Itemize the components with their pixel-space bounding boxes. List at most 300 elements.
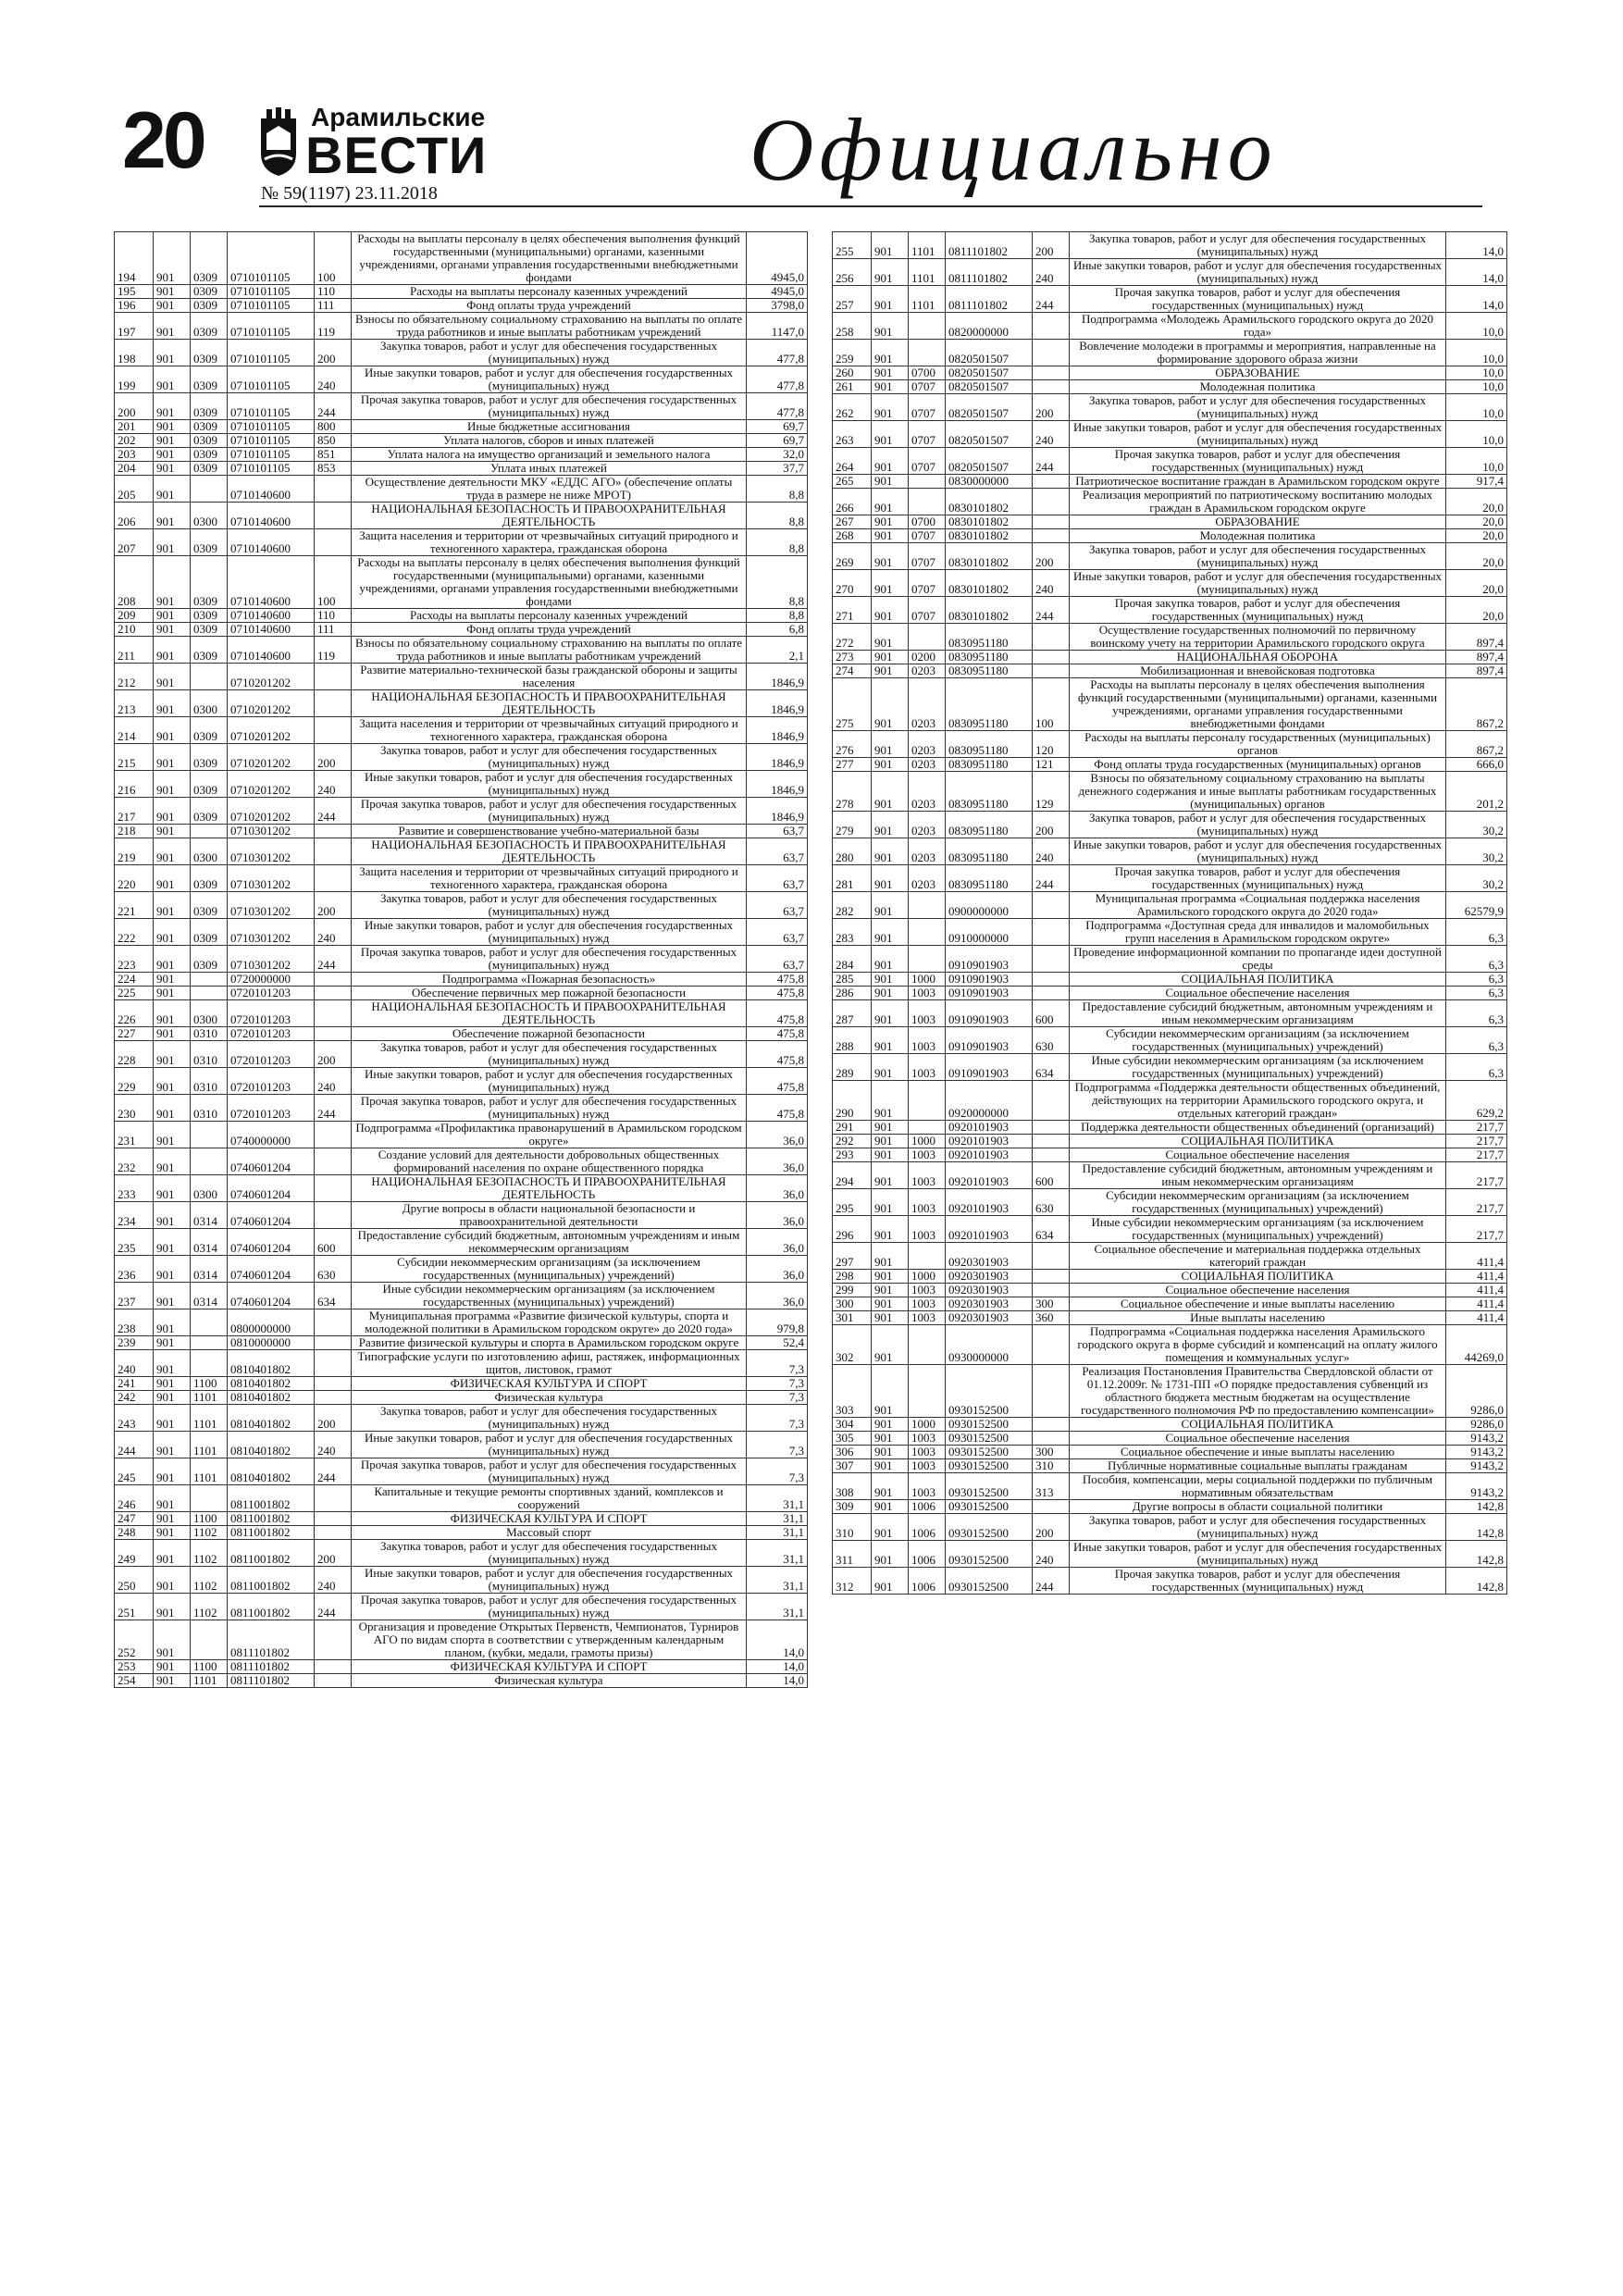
expense-type-code: 240	[315, 771, 352, 798]
department-code: 901	[154, 1202, 191, 1229]
expense-type-code: 119	[315, 637, 352, 664]
row-number: 260	[833, 366, 872, 380]
department-code: 901	[154, 744, 191, 771]
table-row	[833, 1325, 1507, 1365]
expense-type-code	[315, 1660, 352, 1674]
section-code	[191, 476, 228, 503]
expense-type-code	[1033, 1148, 1070, 1162]
table-row	[115, 393, 808, 420]
amount: 475,8	[747, 1027, 808, 1041]
department-code: 901	[154, 798, 191, 825]
row-number: 194	[115, 232, 154, 285]
row-number: 302	[833, 1325, 872, 1365]
target-code: 0811001802	[228, 1526, 315, 1540]
department-code: 901	[872, 259, 909, 286]
target-code: 0830101802	[946, 570, 1033, 597]
section-code	[909, 1325, 946, 1365]
amount: 14,0	[747, 1660, 808, 1674]
amount: 475,8	[747, 987, 808, 1000]
target-code: 0910901903	[946, 1027, 1033, 1054]
department-code: 901	[872, 1432, 909, 1446]
section-code: 0707	[909, 570, 946, 597]
right-column	[832, 231, 1507, 1595]
table-row	[115, 1202, 808, 1229]
expense-type-code	[315, 1512, 352, 1526]
amount: 36,0	[747, 1122, 808, 1148]
target-code: 0710301202	[228, 946, 315, 973]
item-name: Взносы по обязательному социальному страхованию на выплаты по оплате труда работников и иные выплаты работникам учреждений	[352, 637, 747, 664]
target-code: 0800000000	[228, 1309, 315, 1336]
table-row	[115, 1526, 808, 1540]
row-number: 202	[115, 434, 154, 448]
department-code: 901	[154, 1175, 191, 1202]
amount: 1846,9	[747, 798, 808, 825]
section-code: 0203	[909, 664, 946, 678]
item-name: Закупка товаров, работ и услуг для обеспечения государственных (муниципальных) нужд	[352, 744, 747, 771]
item-name: Прочая закупка товаров, работ и услуг для обеспечения государственных (муниципальных) нужд	[352, 1095, 747, 1122]
target-code: 0811001802	[228, 1567, 315, 1594]
department-code: 901	[872, 1473, 909, 1500]
amount: 20,0	[1446, 515, 1507, 529]
expense-type-code: 851	[315, 448, 352, 462]
department-code: 901	[154, 987, 191, 1000]
expense-type-code: 240	[1033, 259, 1070, 286]
amount: 9286,0	[1446, 1418, 1507, 1432]
expense-type-code	[1033, 475, 1070, 489]
item-name: Закупка товаров, работ и услуг для обеспечения государственных (муниципальных) нужд	[1070, 232, 1446, 259]
table-row	[115, 1458, 808, 1485]
section-code	[909, 1365, 946, 1418]
target-code: 0811101802	[228, 1620, 315, 1660]
target-code: 0810401802	[228, 1458, 315, 1485]
expense-type-code	[315, 1674, 352, 1688]
amount: 8,8	[747, 529, 808, 556]
amount: 666,0	[1446, 758, 1507, 772]
amount: 31,1	[747, 1485, 808, 1512]
department-code: 901	[872, 1365, 909, 1418]
target-code: 0710101105	[228, 393, 315, 420]
item-name: ФИЗИЧЕСКАЯ КУЛЬТУРА И СПОРТ	[352, 1377, 747, 1391]
section-code: 0309	[191, 340, 228, 366]
amount: 52,4	[747, 1336, 808, 1350]
table-row	[833, 1365, 1507, 1418]
item-name: Подпрограмма «Пожарная безопасность»	[352, 973, 747, 987]
department-code: 901	[872, 1514, 909, 1541]
target-code: 0830951180	[946, 758, 1033, 772]
target-code: 0811001802	[228, 1594, 315, 1620]
target-code: 0830951180	[946, 664, 1033, 678]
amount: 14,0	[1446, 286, 1507, 313]
table-row	[833, 232, 1507, 259]
amount: 411,4	[1446, 1270, 1507, 1284]
expense-type-code	[1033, 366, 1070, 380]
amount: 8,8	[747, 609, 808, 623]
item-name: Реализация мероприятий по патриотическому воспитанию молодых граждан в Арамильском городском округе	[1070, 489, 1446, 515]
amount: 8,8	[747, 556, 808, 609]
table-row	[115, 637, 808, 664]
row-number: 270	[833, 570, 872, 597]
department-code: 901	[872, 664, 909, 678]
section-code: 1006	[909, 1514, 946, 1541]
amount: 10,0	[1446, 448, 1507, 475]
target-code: 0740601204	[228, 1256, 315, 1283]
item-name: Другие вопросы в области национальной безопасности и правоохранительной деятельности	[352, 1202, 747, 1229]
amount: 36,0	[747, 1283, 808, 1309]
target-code: 0710101105	[228, 299, 315, 313]
expense-type-code: 600	[1033, 1162, 1070, 1189]
expense-type-code	[1033, 919, 1070, 946]
item-name: Реализация Постановления Правительства Свердловской области от 01.12.2009г. № 1731-ПП «О порядке предоставления субвенций из областного бюджета местным бюджетам на осуществление государственного полномочия РФ по предоставлению компенсации»	[1070, 1365, 1446, 1418]
expense-type-code: 850	[315, 434, 352, 448]
item-name: Капитальные и текущие ремонты спортивных зданий, комплексов и сооружений	[352, 1485, 747, 1512]
expense-type-code	[315, 973, 352, 987]
table-row	[833, 1054, 1507, 1081]
expense-type-code: 200	[1033, 1514, 1070, 1541]
section-code: 0310	[191, 1027, 228, 1041]
section-code: 1003	[909, 1054, 946, 1081]
table-row	[115, 919, 808, 946]
table-row	[115, 1594, 808, 1620]
department-code: 901	[872, 1162, 909, 1189]
amount: 31,1	[747, 1540, 808, 1567]
target-code: 0930152500	[946, 1446, 1033, 1459]
target-code: 0930152500	[946, 1432, 1033, 1446]
amount: 8,8	[747, 503, 808, 529]
amount: 142,8	[1446, 1514, 1507, 1541]
row-number: 304	[833, 1418, 872, 1432]
department-code: 901	[154, 1620, 191, 1660]
expense-type-code: 200	[1033, 394, 1070, 421]
amount: 477,8	[747, 340, 808, 366]
department-code: 901	[154, 717, 191, 744]
section-code: 0700	[909, 366, 946, 380]
item-name: Фонд оплаты труда учреждений	[352, 299, 747, 313]
row-number: 214	[115, 717, 154, 744]
target-code: 0710101105	[228, 232, 315, 285]
row-number: 259	[833, 340, 872, 366]
expense-type-code: 200	[315, 1041, 352, 1068]
row-number: 271	[833, 597, 872, 624]
section-code: 0203	[909, 865, 946, 892]
target-code: 0710201202	[228, 744, 315, 771]
section-code: 0309	[191, 623, 228, 637]
table-row	[833, 259, 1507, 286]
expense-type-code: 110	[315, 609, 352, 623]
section-code: 0309	[191, 313, 228, 340]
amount: 411,4	[1446, 1243, 1507, 1270]
row-number: 306	[833, 1446, 872, 1459]
item-name: Обеспечение первичных мер пожарной безопасности	[352, 987, 747, 1000]
section-code: 1006	[909, 1541, 946, 1568]
target-code: 0740000000	[228, 1122, 315, 1148]
item-name: Подпрограмма «Доступная среда для инвалидов и маломобильных групп населения в Арамильском городском округе»	[1070, 919, 1446, 946]
target-code: 0710140600	[228, 556, 315, 609]
item-name: Прочая закупка товаров, работ и услуг для обеспечения государственных (муниципальных) нужд	[352, 1458, 747, 1485]
expense-type-code	[315, 987, 352, 1000]
section-code: 0309	[191, 529, 228, 556]
section-code	[191, 1309, 228, 1336]
row-number: 238	[115, 1309, 154, 1336]
row-number: 200	[115, 393, 154, 420]
section-code	[909, 892, 946, 919]
table-row	[833, 1418, 1507, 1432]
target-code: 0740601204	[228, 1202, 315, 1229]
department-code: 901	[154, 340, 191, 366]
section-code: 0310	[191, 1095, 228, 1122]
item-name: Защита населения и территории от чрезвычайных ситуаций природного и техногенного характера, гражданская оборона	[352, 529, 747, 556]
row-number: 213	[115, 690, 154, 717]
target-code: 0920301903	[946, 1311, 1033, 1325]
expense-type-code: 240	[315, 1432, 352, 1458]
department-code: 901	[872, 838, 909, 865]
section-code	[909, 489, 946, 515]
table-row	[115, 744, 808, 771]
item-name: Закупка товаров, работ и услуг для обеспечения государственных (муниципальных) нужд	[1070, 812, 1446, 838]
section-code	[909, 624, 946, 651]
table-row	[115, 1027, 808, 1041]
item-name: Взносы по обязательному социальному страхованию на выплаты денежного содержания и иные выплаты работникам государственных (муниципальных) органов	[1070, 772, 1446, 812]
target-code: 0920101903	[946, 1148, 1033, 1162]
item-name: Уплата налога на имущество организаций и земельного налога	[352, 448, 747, 462]
item-name: Социальное обеспечение и иные выплаты населению	[1070, 1446, 1446, 1459]
table-row	[833, 515, 1507, 529]
expense-type-code: 600	[315, 1229, 352, 1256]
department-code: 901	[154, 1000, 191, 1027]
row-number: 233	[115, 1175, 154, 1202]
amount: 69,7	[747, 420, 808, 434]
section-code: 0700	[909, 515, 946, 529]
table-row	[833, 919, 1507, 946]
target-code: 0930152500	[946, 1418, 1033, 1432]
row-number: 212	[115, 664, 154, 690]
expense-type-code: 200	[1033, 232, 1070, 259]
amount: 14,0	[1446, 232, 1507, 259]
target-code: 0710140600	[228, 476, 315, 503]
amount: 6,3	[1446, 946, 1507, 973]
item-name: Иные закупки товаров, работ и услуг для обеспечения государственных (муниципальных) нужд	[352, 771, 747, 798]
amount: 4945,0	[747, 285, 808, 299]
section-code: 1000	[909, 1418, 946, 1432]
expense-type-code: 634	[1033, 1054, 1070, 1081]
item-name: Расходы на выплаты персоналу в целях обеспечения выполнения функций государственными (муниципальными) органами, казенными учреждениями, органами управления государственными внебюджетными фондами	[1070, 678, 1446, 731]
section-code: 0309	[191, 717, 228, 744]
table-row	[833, 286, 1507, 313]
row-number: 277	[833, 758, 872, 772]
expense-type-code: 244	[315, 1095, 352, 1122]
row-number: 237	[115, 1283, 154, 1309]
expense-type-code: 240	[315, 1567, 352, 1594]
expense-type-code	[315, 1336, 352, 1350]
page-header	[0, 0, 1623, 222]
item-name: НАЦИОНАЛЬНАЯ БЕЗОПАСНОСТЬ И ПРАВООХРАНИТЕЛЬНАЯ ДЕЯТЕЛЬНОСТЬ	[352, 838, 747, 865]
row-number: 296	[833, 1216, 872, 1243]
item-name: Муниципальная программа «Развитие физической культуры, спорта и молодежной политики в Арамильском городском округе» до 2020 года»	[352, 1309, 747, 1336]
department-code: 901	[872, 489, 909, 515]
target-code: 0830951180	[946, 678, 1033, 731]
row-number: 245	[115, 1458, 154, 1485]
expense-type-code: 244	[315, 946, 352, 973]
department-code: 901	[872, 1135, 909, 1148]
item-name: Расходы на выплаты персоналу государственных (муниципальных) органов	[1070, 731, 1446, 758]
expense-type-code	[1033, 1284, 1070, 1297]
row-number: 255	[833, 232, 872, 259]
amount: 8,8	[747, 476, 808, 503]
target-code: 0820501507	[946, 366, 1033, 380]
expense-type-code: 119	[315, 313, 352, 340]
department-code: 901	[154, 637, 191, 664]
table-row	[115, 1660, 808, 1674]
table-row	[833, 1568, 1507, 1595]
section-code: 0203	[909, 772, 946, 812]
department-code: 901	[872, 1054, 909, 1081]
item-name: Социальное обеспечение населения	[1070, 1432, 1446, 1446]
row-number: 281	[833, 865, 872, 892]
table-row	[115, 825, 808, 838]
row-number: 275	[833, 678, 872, 731]
target-code: 0920301903	[946, 1297, 1033, 1311]
amount: 20,0	[1446, 570, 1507, 597]
table-row	[115, 609, 808, 623]
department-code: 901	[154, 973, 191, 987]
target-code: 0740601204	[228, 1175, 315, 1202]
table-row	[115, 1336, 808, 1350]
section-code: 1003	[909, 1473, 946, 1500]
expense-type-code: 100	[315, 556, 352, 609]
expense-type-code: 129	[1033, 772, 1070, 812]
table-row	[833, 543, 1507, 570]
target-code: 0811101802	[228, 1660, 315, 1674]
table-row	[833, 1514, 1507, 1541]
department-code: 901	[154, 1148, 191, 1175]
amount: 36,0	[747, 1148, 808, 1175]
department-code: 901	[872, 758, 909, 772]
row-number: 289	[833, 1054, 872, 1081]
department-code: 901	[872, 1284, 909, 1297]
amount: 917,4	[1446, 475, 1507, 489]
expense-type-code	[315, 1175, 352, 1202]
target-code: 0930152500	[946, 1365, 1033, 1418]
amount: 10,0	[1446, 421, 1507, 448]
table-row	[833, 1121, 1507, 1135]
department-code: 901	[154, 1068, 191, 1095]
item-name: СОЦИАЛЬНАЯ ПОЛИТИКА	[1070, 973, 1446, 987]
item-name: Фонд оплаты труда учреждений	[352, 623, 747, 637]
row-number: 201	[115, 420, 154, 434]
expense-type-code	[315, 1350, 352, 1377]
item-name: Расходы на выплаты персоналу в целях обеспечения выполнения функций государственными (муниципальными) органами, казенными учреждениями, органами управления государственными внебюджетными фондами	[352, 556, 747, 609]
department-code: 901	[872, 1189, 909, 1216]
target-code: 0710201202	[228, 771, 315, 798]
target-code: 0920101903	[946, 1216, 1033, 1243]
expense-type-code	[315, 503, 352, 529]
table-row	[833, 1270, 1507, 1284]
row-number: 250	[115, 1567, 154, 1594]
section-code: 0309	[191, 556, 228, 609]
department-code: 901	[872, 772, 909, 812]
expense-type-code: 100	[1033, 678, 1070, 731]
row-number: 282	[833, 892, 872, 919]
section-code: 0309	[191, 892, 228, 919]
amount: 217,7	[1446, 1148, 1507, 1162]
department-code: 901	[154, 838, 191, 865]
issue-info: № 59(1197) 23.11.2018	[261, 183, 438, 204]
expense-type-code: 360	[1033, 1311, 1070, 1325]
item-name: Предоставление субсидий бюджетным, автономным учреждениям и иным некоммерческим организациям	[1070, 1162, 1446, 1189]
amount: 7,3	[747, 1458, 808, 1485]
table-row	[115, 285, 808, 299]
row-number: 299	[833, 1284, 872, 1297]
table-row	[833, 529, 1507, 543]
item-name: Развитие и совершенствование учебно-материальной базы	[352, 825, 747, 838]
expense-type-code	[315, 1485, 352, 1512]
table-row	[833, 651, 1507, 664]
expense-type-code	[1033, 973, 1070, 987]
table-row	[833, 1135, 1507, 1148]
row-number: 205	[115, 476, 154, 503]
target-code: 0710201202	[228, 798, 315, 825]
section-code: 0707	[909, 380, 946, 394]
table-row	[833, 1081, 1507, 1121]
table-row	[115, 838, 808, 865]
table-row	[115, 1485, 808, 1512]
section-code: 0203	[909, 758, 946, 772]
table-row	[833, 448, 1507, 475]
row-number: 265	[833, 475, 872, 489]
target-code: 0740601204	[228, 1283, 315, 1309]
section-code: 0314	[191, 1283, 228, 1309]
row-number: 256	[833, 259, 872, 286]
row-number: 274	[833, 664, 872, 678]
department-code: 901	[872, 1270, 909, 1284]
expense-type-code: 244	[1033, 1568, 1070, 1595]
item-name: Закупка товаров, работ и услуг для обеспечения государственных (муниципальных) нужд	[352, 1041, 747, 1068]
amount: 7,3	[747, 1405, 808, 1432]
item-name: Субсидии некоммерческим организациям (за исключением государственных (муниципальных) учреждений)	[352, 1256, 747, 1283]
section-code: 1100	[191, 1512, 228, 1526]
amount: 6,3	[1446, 919, 1507, 946]
target-code: 0930152500	[946, 1500, 1033, 1514]
target-code: 0920101903	[946, 1189, 1033, 1216]
table-row	[833, 1500, 1507, 1514]
table-row	[833, 664, 1507, 678]
department-code: 901	[154, 556, 191, 609]
table-row	[115, 1283, 808, 1309]
department-code: 901	[872, 651, 909, 664]
target-code: 0810401802	[228, 1391, 315, 1405]
item-name: Иные закупки товаров, работ и услуг для обеспечения государственных (муниципальных) нужд	[1070, 1541, 1446, 1568]
department-code: 901	[154, 1660, 191, 1674]
row-number: 235	[115, 1229, 154, 1256]
expense-type-code: 244	[1033, 865, 1070, 892]
department-code: 901	[154, 1336, 191, 1350]
target-code: 0811101802	[946, 232, 1033, 259]
expense-type-code: 240	[315, 366, 352, 393]
department-code: 901	[154, 1283, 191, 1309]
amount: 2,1	[747, 637, 808, 664]
item-name: Иные закупки товаров, работ и услуг для обеспечения государственных (муниципальных) нужд	[352, 366, 747, 393]
item-name: Иные закупки товаров, работ и услуг для обеспечения государственных (муниципальных) нужд	[1070, 838, 1446, 865]
amount: 6,8	[747, 623, 808, 637]
row-number: 308	[833, 1473, 872, 1500]
department-code: 901	[154, 434, 191, 448]
row-number: 305	[833, 1432, 872, 1446]
row-number: 285	[833, 973, 872, 987]
department-code: 901	[154, 1041, 191, 1068]
amount: 9143,2	[1446, 1473, 1507, 1500]
section-code: 1102	[191, 1526, 228, 1540]
row-number: 273	[833, 651, 872, 664]
section-code: 1101	[909, 286, 946, 313]
